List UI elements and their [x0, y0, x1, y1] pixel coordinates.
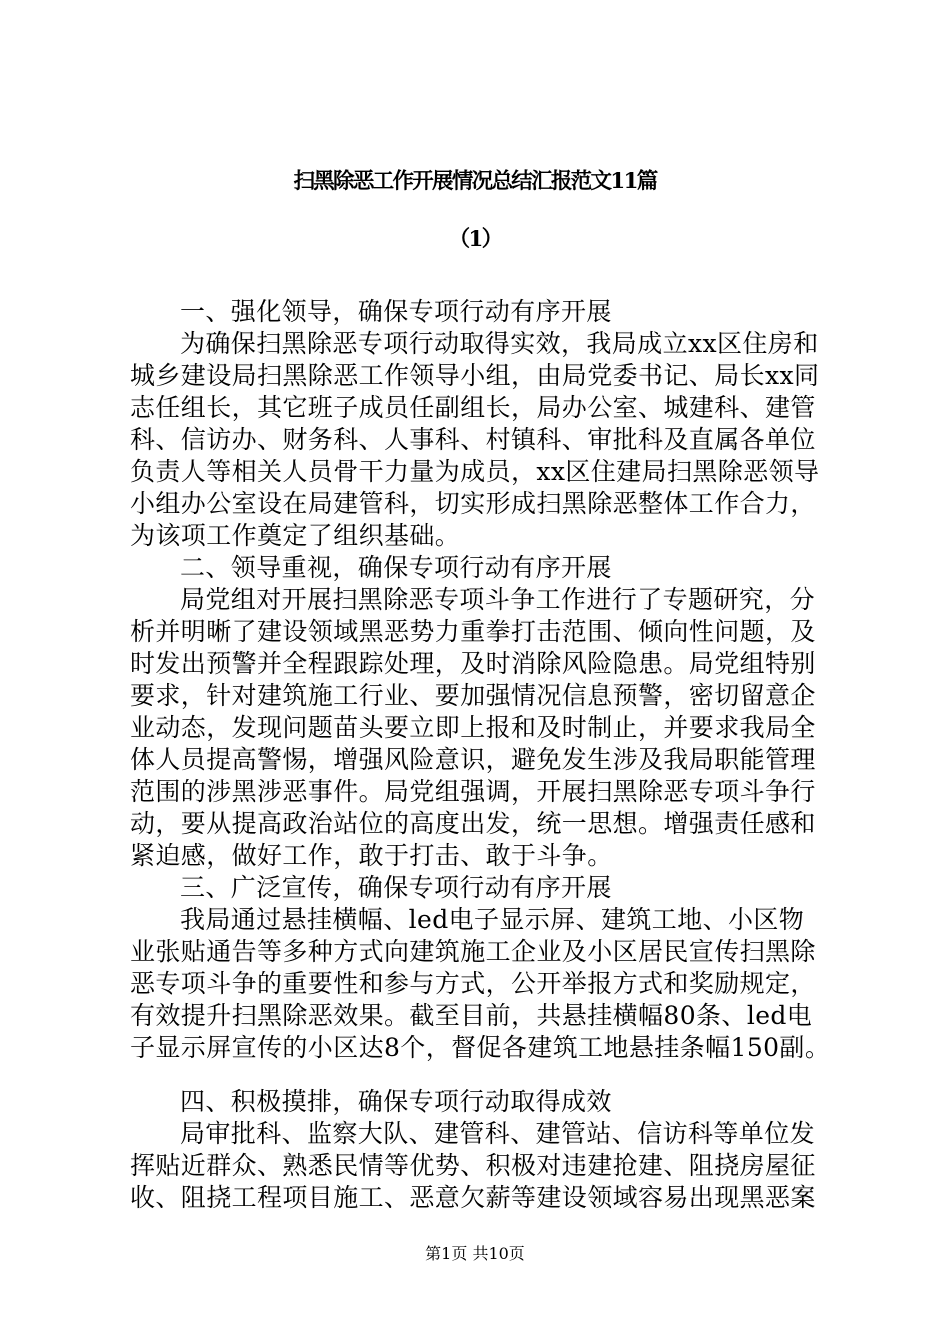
paragraph-line: 动，要从提高政治站位的高度出发，统一思想。增强责任感和 — [130, 809, 816, 838]
paragraph-line: 时发出预警并全程跟踪处理，及时消除风险隐患。局党组特别 — [130, 649, 816, 678]
paragraph-line: 范围的涉黑涉恶事件。局党组强调，开展扫黑除恶专项斗争行 — [130, 777, 816, 806]
paragraph-line: 析并明晰了建设领域黑恶势力重拳打击范围、倾向性问题，及 — [130, 617, 816, 646]
paragraph-line: 为该项工作奠定了组织基础。 — [130, 521, 461, 550]
page-footer: 第1页 共10页 — [425, 1244, 525, 1263]
paragraph-line: 子显示屏宣传的小区达8个，督促各建筑工地悬挂条幅150副。 — [130, 1033, 831, 1062]
paragraph-line: 负责人等相关人员骨干力量为成员，xx区住建局扫黑除恶领导 — [130, 457, 820, 486]
section-heading-3: 三、广泛宣传，确保专项行动有序开展 — [180, 873, 612, 902]
paragraph-line: 恶专项斗争的重要性和参与方式，公开举报方式和奖励规定， — [130, 969, 816, 998]
document-title-number: （1） — [448, 227, 502, 252]
paragraph-line: 收、阻挠工程项目施工、恶意欠薪等建设领域容易出现黑恶案 — [130, 1183, 816, 1212]
paragraph-line: 局审批科、监察大队、建管科、建管站、信访科等单位发 — [180, 1119, 816, 1148]
paragraph-line: 局党组对开展扫黑除恶专项斗争工作进行了专题研究，分 — [180, 585, 816, 614]
paragraph-line: 体人员提高警惕，增强风险意识，避免发生涉及我局职能管理 — [130, 745, 816, 774]
paragraph-line: 我局通过悬挂横幅、led电子显示屏、建筑工地、小区物 — [180, 905, 805, 934]
section-heading-1: 一、强化领导，确保专项行动有序开展 — [180, 297, 612, 326]
section-heading-2: 二、领导重视，确保专项行动有序开展 — [180, 553, 612, 582]
document-title: 扫黑除恶工作开展情况总结汇报范文11篇 — [293, 169, 657, 194]
paragraph-line: 城乡建设局扫黑除恶工作领导小组，由局党委书记、局长xx同 — [130, 361, 820, 390]
paragraph-line: 业动态，发现问题苗头要立即上报和及时制止，并要求我局全 — [130, 713, 816, 742]
paragraph-line: 有效提升扫黑除恶效果。截至目前，共悬挂横幅80条、led电 — [130, 1001, 813, 1030]
paragraph-line: 业张贴通告等多种方式向建筑施工企业及小区居民宣传扫黑除 — [130, 937, 816, 966]
paragraph-line: 小组办公室设在局建管科，切实形成扫黑除恶整体工作合力， — [130, 489, 816, 518]
paragraph-line: 紧迫感，做好工作，敢于打击、敢于斗争。 — [130, 841, 613, 870]
paragraph-line: 为确保扫黑除恶专项行动取得实效，我局成立xx区住房和 — [180, 329, 819, 358]
paragraph-line: 要求，针对建筑施工行业、要加强情况信息预警，密切留意企 — [130, 681, 816, 710]
section-heading-4: 四、积极摸排，确保专项行动取得成效 — [180, 1087, 612, 1116]
paragraph-line: 挥贴近群众、熟悉民情等优势、积极对违建抢建、阻挠房屋征 — [130, 1151, 816, 1180]
paragraph-line: 科、信访办、财务科、人事科、村镇科、审批科及直属各单位 — [130, 425, 816, 454]
paragraph-line: 志任组长，其它班子成员任副组长，局办公室、城建科、建管 — [130, 393, 816, 422]
